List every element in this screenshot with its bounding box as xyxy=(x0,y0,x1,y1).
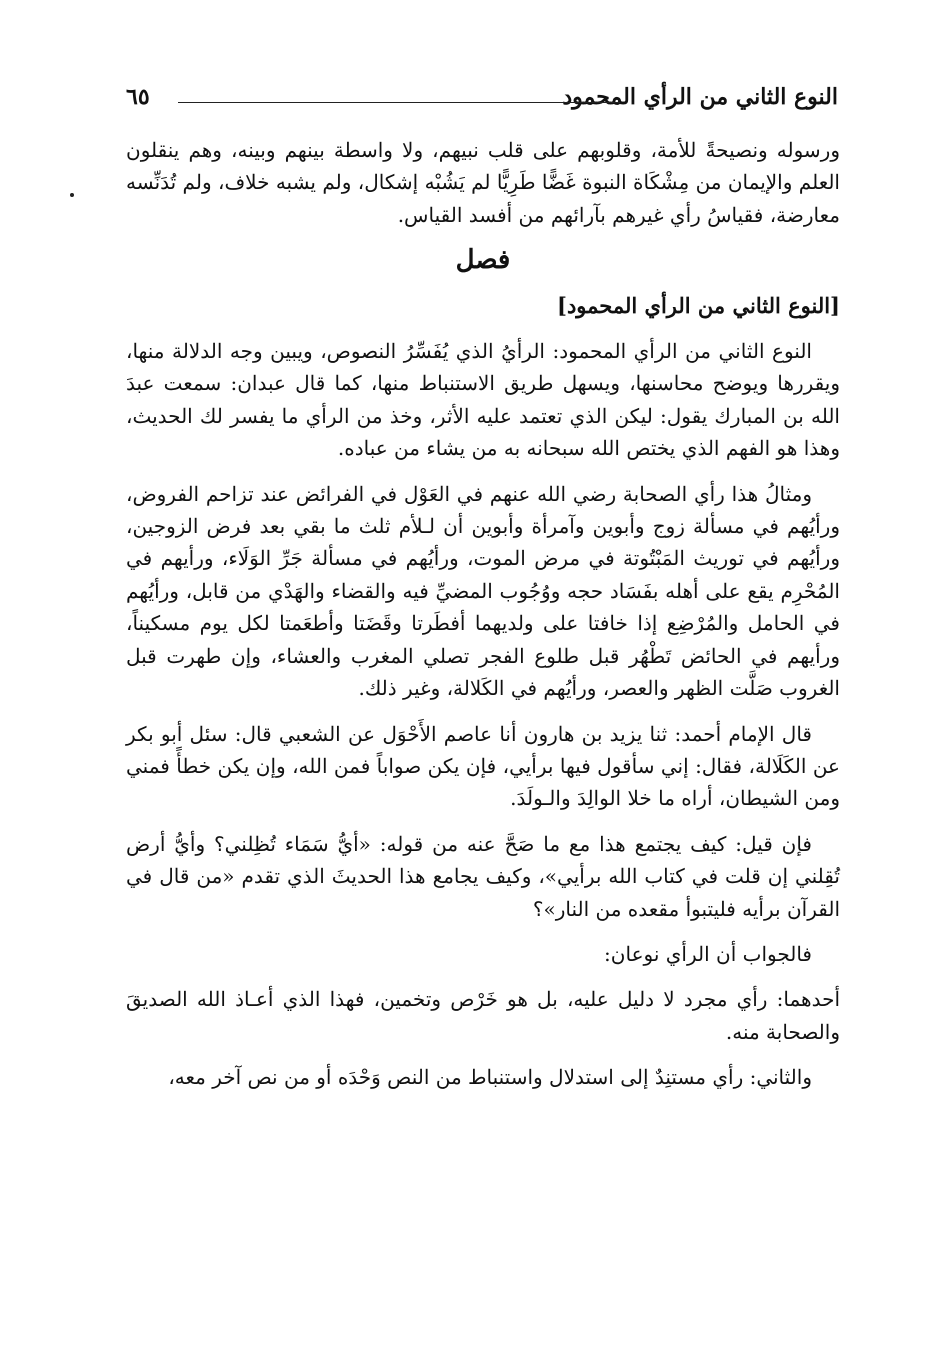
running-title: النوع الثاني من الرأي المحمود xyxy=(562,84,838,110)
paragraph-5: فالجواب أن الرأي نوعان: xyxy=(604,941,812,966)
header-rule xyxy=(178,102,620,103)
page-body xyxy=(126,134,840,1107)
margin-dot xyxy=(70,193,74,197)
section-heading: فصل xyxy=(455,245,511,276)
paragraph-continuation: ورسوله ونصيحةً للأمة، وقلوبهم على قلب نبيهم، ولا واسطة بينهم وبينه، وهم ينقلون العلم والإيمان من مِشْكَاة النبوة غَضًّا طَرِيًّا لم يَشُبْه إشكال، ولم يشبه خلاف، ولم تُدَنِّسه معارضة، فقياسُ رأي غيرهم بآرائهم من أفسد القياس. xyxy=(126,138,840,227)
page-number: ٦٥ xyxy=(126,84,150,110)
page-header xyxy=(126,84,838,118)
paragraph-4: فإن قيل: كيف يجتمع هذا مع ما صَحَّ عنه من قوله: «أيُّ سَمَاء تُظِلني؟ وأيُّ أرض تُقِلني إن قلت في كتاب الله برأيي»، وكيف يجامع هذا الحديثَ الذي تقدم «من قال في القرآن برأيه فليتبوأ مقعده من النار»؟ xyxy=(126,831,840,921)
paragraph-2: ومثالُ هذا رأي الصحابة رضي الله عنهم في العَوْل في الفرائض عند تزاحم الفروض، ورأيُهم في مسألة زوج وأبوين وآمرأة وأبوين أن لـلأم ثلث ما بقي بعد فرض الزوجين، ورأيُهم في توريث المَبْتُوتة في مرض الموت، ورأيُهم في مسألة جَرِّ الوَلَاء، ورأيهم في المُحْرِم يقع على أهله بفَسَاد حجه ووُجُوب المضيِّ فيه والقضاء والهَدْي من قابل، ورأيُهم في الحامل والمُرْضِع إذا خافتا على ولديهما أفطَرتا وقَضَتا وأطعَمتا لكل يوم مسكيناً، ورأيهم في الحائض تَطْهُر قبل طلوع الفجر تصلي المغرب والعشاء، وإن طهرت قبل الغروب صَلَّت الظهر والعصر، ورأيُهم في الكَلالة، وغير ذلك. xyxy=(126,481,840,701)
paragraph-1: النوع الثاني من الرأي المحمود: الرأيُ الذي يُفَسِّرُ النصوص، ويبين وجه الدلالة منها، ويقررها ويوضح محاسنها، ويسهل طريق الاستنباط منها، كما قال عبدان: سمعت عبدَ الله بن المبارك يقول: ليكن الذي تعتمد عليه الأثر، وخذ من الرأي ما يفسر لك الحديث، وهذا هو الفهم الذي يختص الله سبحانه به من يشاء من عباده. xyxy=(126,339,840,461)
paragraph-7: والثاني: رأي مستنِدٌ إلى استدلال واستنباط من النص وَحْدَه أو من نص آخر معه، xyxy=(168,1065,812,1090)
paragraph-6: أحدهما: رأي مجرد لا دليل عليه، بل هو خَرْص وتخمين، فهذا الذي أعـاذ الله الصديقَ والصحابة منه. xyxy=(126,987,840,1044)
subsection-heading: [النوع الثاني من الرأي المحمود] xyxy=(557,292,840,318)
paragraph-3: قال الإمام أحمد: ثنا يزيد بن هارون أنا عاصم الأَحْوَل عن الشعبي قال: سئل أبو بكر عن الكَلَالة، فقال: إني سأقول فيها برأيي، فإن يكن صواباً فمن الله، وإن يكن خطأً فمني ومن الشيطان، أراه ما خلا الوالِدَ والـولَدَ. xyxy=(126,721,840,811)
